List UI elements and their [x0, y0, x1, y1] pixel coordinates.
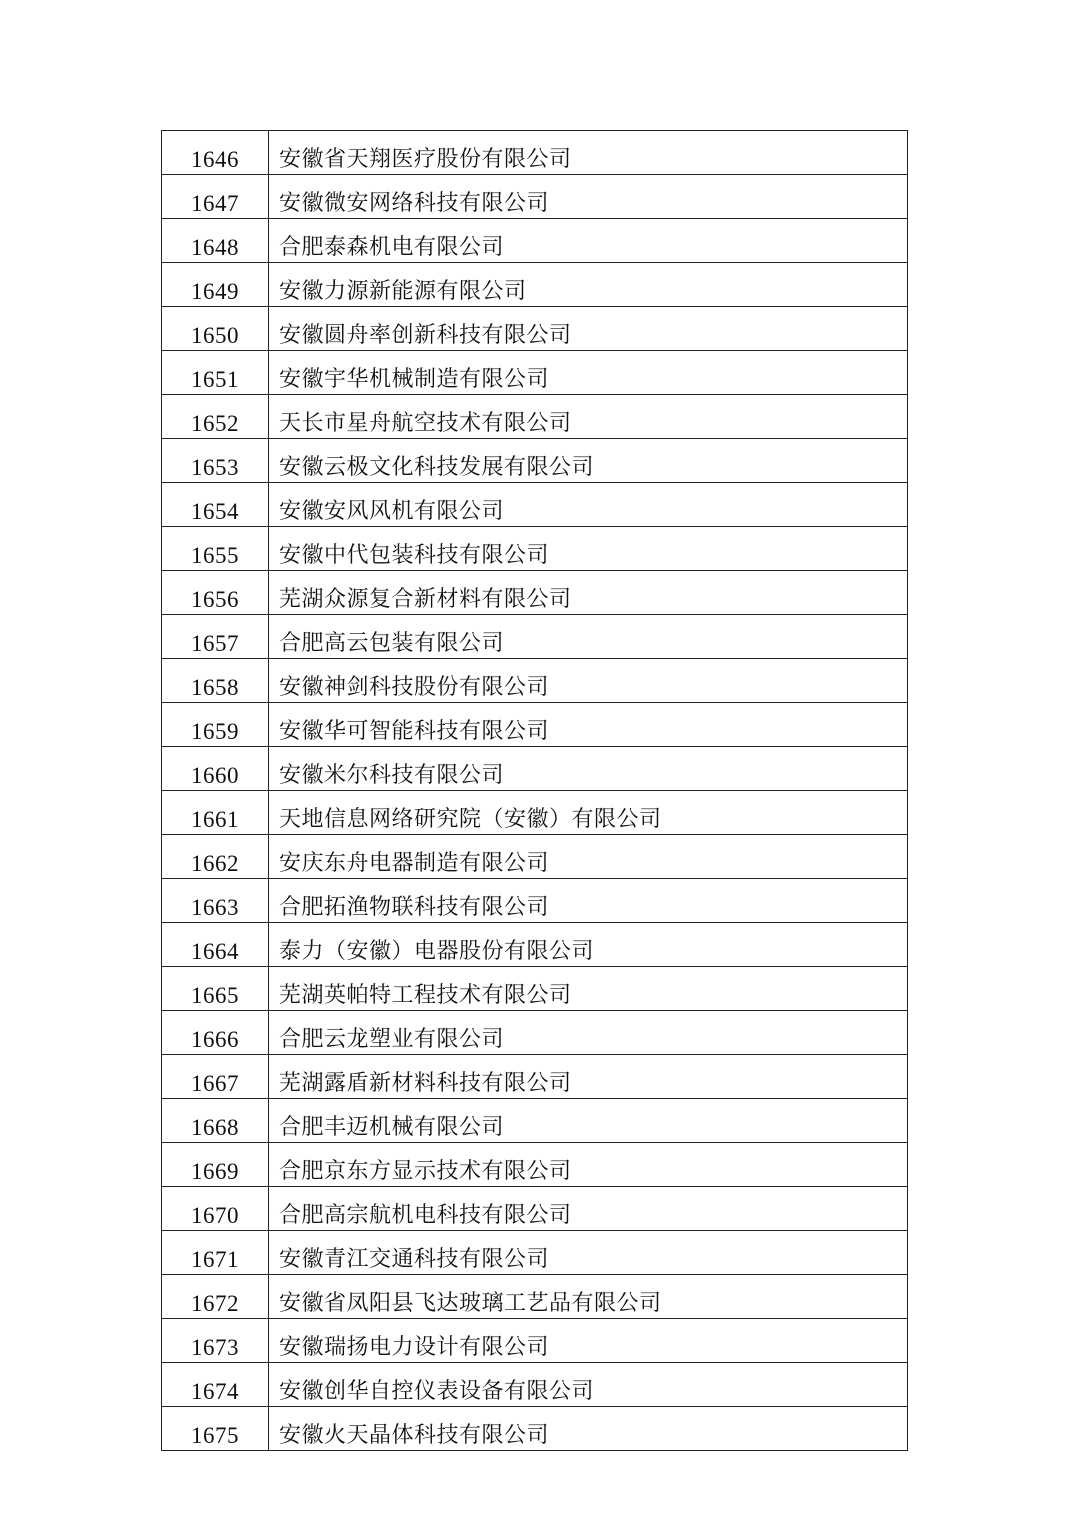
table-row: [162, 263, 908, 307]
company-name: 安徽宇华机械制造有限公司: [269, 351, 908, 395]
row-number: 1673: [162, 1319, 269, 1363]
company-name: 安徽华可智能科技有限公司: [269, 703, 908, 747]
table-row: [162, 703, 908, 747]
company-name: 安徽安风风机有限公司: [269, 483, 908, 527]
row-number: 1674: [162, 1363, 269, 1407]
table-row: [162, 571, 908, 615]
table-row: [162, 1055, 908, 1099]
table-row: [162, 659, 908, 703]
table-row: [162, 131, 908, 175]
company-name: 合肥丰迈机械有限公司: [269, 1099, 908, 1143]
row-number: 1661: [162, 791, 269, 835]
row-number: 1672: [162, 1275, 269, 1319]
table-row: [162, 1011, 908, 1055]
row-number: 1662: [162, 835, 269, 879]
row-number: 1653: [162, 439, 269, 483]
row-number: 1660: [162, 747, 269, 791]
company-name: 天长市星舟航空技术有限公司: [269, 395, 908, 439]
company-list-table: [161, 130, 908, 1451]
company-name: 安徽米尔科技有限公司: [269, 747, 908, 791]
company-name: 安徽神剑科技股份有限公司: [269, 659, 908, 703]
company-name: 安徽青江交通科技有限公司: [269, 1231, 908, 1275]
row-number: 1668: [162, 1099, 269, 1143]
table-row: [162, 1319, 908, 1363]
table-row: [162, 1363, 908, 1407]
row-number: 1649: [162, 263, 269, 307]
company-name: 合肥云龙塑业有限公司: [269, 1011, 908, 1055]
company-name: 安庆东舟电器制造有限公司: [269, 835, 908, 879]
row-number: 1658: [162, 659, 269, 703]
company-name: 安徽创华自控仪表设备有限公司: [269, 1363, 908, 1407]
table-row: [162, 483, 908, 527]
row-number: 1670: [162, 1187, 269, 1231]
company-name: 芜湖露盾新材料科技有限公司: [269, 1055, 908, 1099]
company-name: 安徽省凤阳县飞达玻璃工艺品有限公司: [269, 1275, 908, 1319]
company-name: 安徽瑞扬电力设计有限公司: [269, 1319, 908, 1363]
table-row: [162, 1407, 908, 1451]
row-number: 1666: [162, 1011, 269, 1055]
company-name: 芜湖众源复合新材料有限公司: [269, 571, 908, 615]
company-name: 安徽省天翔医疗股份有限公司: [269, 131, 908, 175]
company-name: 合肥高宗航机电科技有限公司: [269, 1187, 908, 1231]
table-row: [162, 923, 908, 967]
company-name: 合肥高云包装有限公司: [269, 615, 908, 659]
table-row: [162, 439, 908, 483]
table-row: [162, 1231, 908, 1275]
table-row: [162, 395, 908, 439]
row-number: 1652: [162, 395, 269, 439]
row-number: 1664: [162, 923, 269, 967]
table-row: [162, 527, 908, 571]
company-name: 泰力（安徽）电器股份有限公司: [269, 923, 908, 967]
table-row: [162, 791, 908, 835]
table-body: [162, 131, 908, 1451]
row-number: 1671: [162, 1231, 269, 1275]
table-row: [162, 175, 908, 219]
row-number: 1663: [162, 879, 269, 923]
company-name: 天地信息网络研究院（安徽）有限公司: [269, 791, 908, 835]
row-number: 1651: [162, 351, 269, 395]
table-row: [162, 967, 908, 1011]
company-name: 合肥泰森机电有限公司: [269, 219, 908, 263]
table-row: [162, 351, 908, 395]
row-number: 1657: [162, 615, 269, 659]
row-number: 1669: [162, 1143, 269, 1187]
table-row: [162, 615, 908, 659]
table-row: [162, 1275, 908, 1319]
table-row: [162, 307, 908, 351]
table-row: [162, 1099, 908, 1143]
row-number: 1654: [162, 483, 269, 527]
table-row: [162, 1187, 908, 1231]
table-row: [162, 835, 908, 879]
row-number: 1648: [162, 219, 269, 263]
company-name: 安徽云极文化科技发展有限公司: [269, 439, 908, 483]
company-name: 安徽圆舟率创新科技有限公司: [269, 307, 908, 351]
row-number: 1650: [162, 307, 269, 351]
company-name: 合肥京东方显示技术有限公司: [269, 1143, 908, 1187]
table-row: [162, 879, 908, 923]
row-number: 1646: [162, 131, 269, 175]
company-name: 安徽力源新能源有限公司: [269, 263, 908, 307]
company-name: 安徽中代包装科技有限公司: [269, 527, 908, 571]
company-name: 合肥拓渔物联科技有限公司: [269, 879, 908, 923]
row-number: 1656: [162, 571, 269, 615]
table-row: [162, 219, 908, 263]
row-number: 1647: [162, 175, 269, 219]
table-row: [162, 1143, 908, 1187]
row-number: 1667: [162, 1055, 269, 1099]
company-name: 芜湖英帕特工程技术有限公司: [269, 967, 908, 1011]
table-row: [162, 747, 908, 791]
company-name: 安徽微安网络科技有限公司: [269, 175, 908, 219]
row-number: 1665: [162, 967, 269, 1011]
row-number: 1659: [162, 703, 269, 747]
company-name: 安徽火天晶体科技有限公司: [269, 1407, 908, 1451]
row-number: 1655: [162, 527, 269, 571]
row-number: 1675: [162, 1407, 269, 1451]
